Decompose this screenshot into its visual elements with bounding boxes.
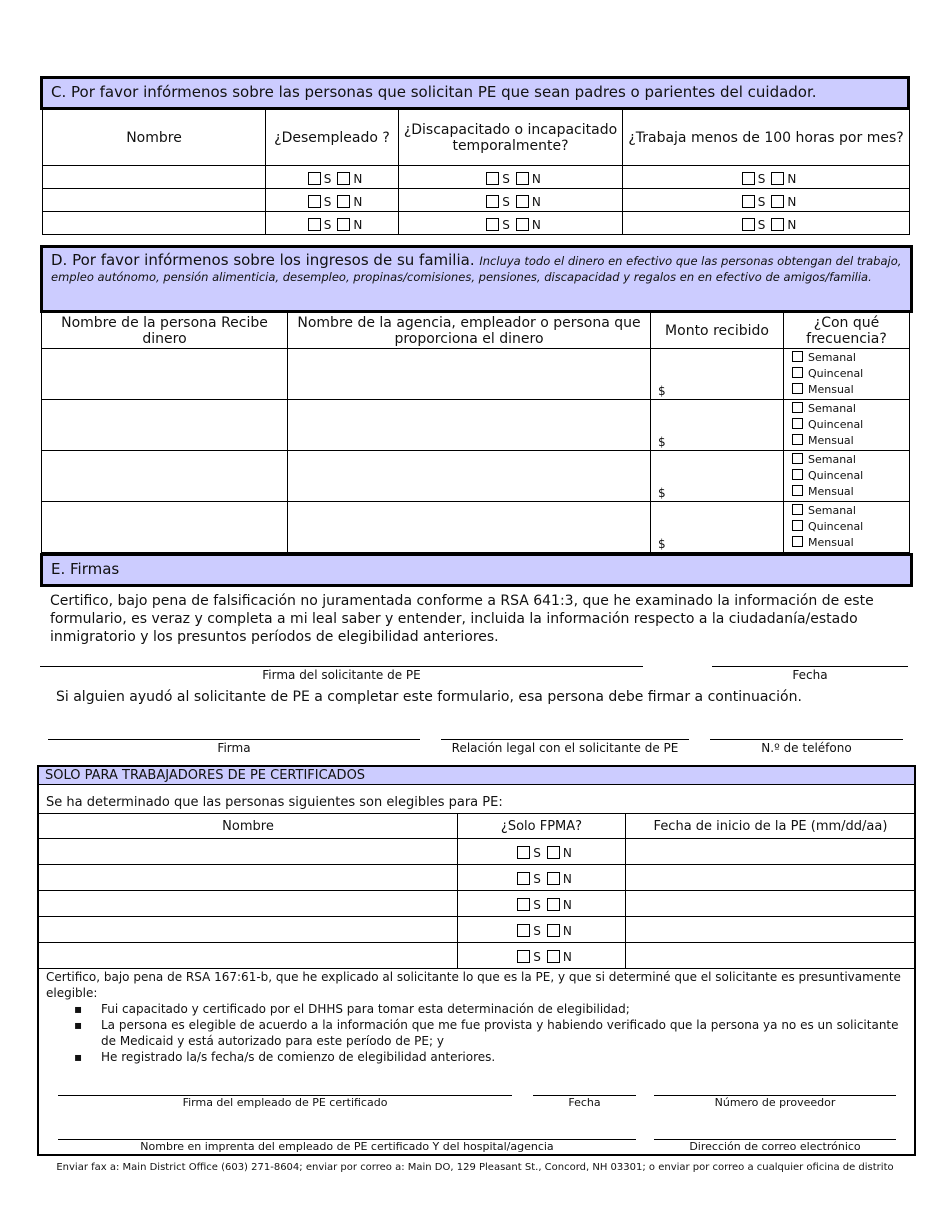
yes-checkbox[interactable] [517, 846, 530, 859]
provider-label: Número de proveedor [714, 1096, 836, 1109]
freq-option[interactable] [792, 484, 909, 500]
col-nombre: Nombre [43, 110, 266, 166]
section-c-header: C. Por favor infórmenos sobre las personas que solicitan PE que sean padres o parientes del cuidador. [40, 76, 910, 110]
freq-option[interactable] [792, 366, 909, 382]
fpma-cell [458, 839, 626, 865]
no-label: N [353, 217, 363, 232]
currency-symbol: $ [658, 384, 666, 398]
person-name-cell[interactable] [42, 400, 288, 451]
desempleado-cell [266, 212, 399, 235]
no-checkbox[interactable] [547, 950, 560, 963]
helper-signature-label: Firma [217, 741, 251, 755]
no-checkbox[interactable] [516, 218, 529, 231]
table-row [42, 400, 910, 451]
applicant-signature-line[interactable] [40, 666, 643, 667]
freq-option[interactable] [792, 433, 909, 449]
no-label: N [531, 194, 541, 209]
table-row [39, 891, 916, 917]
freq-checkbox[interactable] [792, 485, 803, 496]
yes-label: S [533, 924, 541, 938]
helper-signature-line[interactable] [48, 739, 420, 740]
workers-bullet-list [74, 1001, 906, 1065]
applicant-date-line[interactable] [712, 666, 908, 667]
freq-label: Mensual [808, 485, 854, 498]
yes-checkbox[interactable] [308, 218, 321, 231]
yes-label: S [502, 217, 510, 232]
no-label: N [531, 217, 541, 232]
start-date-cell[interactable] [626, 865, 916, 891]
yes-label: S [533, 898, 541, 912]
workers-table [38, 813, 916, 969]
worker-name-cell[interactable] [39, 917, 458, 943]
freq-label: Quincenal [808, 520, 864, 533]
no-label: N [353, 194, 363, 209]
yes-label: S [323, 217, 332, 232]
currency-symbol: $ [658, 537, 666, 551]
freq-label: Semanal [808, 453, 856, 466]
yes-label: S [323, 171, 332, 186]
footer: Enviar fax a: Main District Office (603) 271-8604; enviar por correo a: Main DO, 129 Pleasant St., Concord, NH 03301; o enviar por correo a cualquier oficina de distrito [56, 1162, 894, 1173]
start-date-cell[interactable] [626, 839, 916, 865]
freq-option[interactable] [792, 350, 909, 366]
yes-label: S [757, 194, 766, 209]
workers-intro: Se ha determinado que las personas siguientes son elegibles para PE: [46, 795, 503, 810]
no-label: N [562, 924, 572, 938]
freq-label: Semanal [808, 351, 856, 364]
table-row [42, 451, 910, 502]
trabaja-cell [623, 189, 910, 212]
col-worker-fpma: ¿Solo FPMA? [458, 814, 626, 839]
yes-label: S [502, 171, 510, 186]
section-d-table [41, 312, 910, 553]
yes-checkbox[interactable] [742, 218, 755, 231]
worker-name-cell[interactable] [39, 865, 458, 891]
freq-label: Quincenal [808, 469, 864, 482]
agency-name-cell[interactable] [288, 451, 651, 502]
yes-label: S [323, 194, 332, 209]
certify-text: Certifico, bajo pena de falsificación no juramentada conforme a RSA 641:3, que he examinado la información de este formulario, es veraz y completa a mi leal saber y entender, incluida la información respecto a la ciudadanía/estado inmigratorio y los presuntos períodos de elegibilidad anteriores. [50, 593, 874, 645]
no-label: N [531, 171, 541, 186]
person-name-cell[interactable] [42, 451, 288, 502]
fpma-cell [458, 865, 626, 891]
no-checkbox[interactable] [516, 195, 529, 208]
applicant-signature-label: Firma del solicitante de PE [262, 668, 421, 682]
trabaja-cell [623, 212, 910, 235]
freq-checkbox[interactable] [792, 351, 803, 362]
table-row [39, 943, 916, 969]
freq-option[interactable] [792, 417, 909, 433]
table-row [39, 839, 916, 865]
table-row [42, 502, 910, 553]
table-row [42, 349, 910, 400]
no-checkbox[interactable] [337, 218, 350, 231]
yes-checkbox[interactable] [517, 950, 530, 963]
freq-checkbox[interactable] [792, 520, 803, 531]
start-date-cell[interactable] [626, 943, 916, 969]
freq-label: Mensual [808, 383, 854, 396]
no-checkbox[interactable] [547, 898, 560, 911]
yes-label: S [533, 846, 541, 860]
freq-checkbox[interactable] [792, 536, 803, 547]
freq-checkbox[interactable] [792, 418, 803, 429]
freq-option[interactable] [792, 401, 909, 417]
name-cell[interactable] [43, 166, 266, 189]
frequency-cell [784, 400, 910, 451]
bullet-item: ▪ La persona es elegible de acuerdo a la información que me fue provista y habiendo verificado que la persona ya no es un solicitante de Medicaid y está autorizado para este período de PE; y [74, 1017, 906, 1049]
col-discapacitado: ¿Discapacitado o incapacitado temporalmente? [399, 110, 623, 166]
yes-checkbox[interactable] [486, 172, 499, 185]
desempleado-cell [266, 166, 399, 189]
workers-certify-intro: Certifico, bajo pena de RSA 167:61-b, que he explicado al solicitante lo que es la PE, y que si determiné que el solicitante es presuntivamente elegible: [46, 970, 901, 1000]
freq-label: Quincenal [808, 418, 864, 431]
agency-name-cell[interactable] [288, 400, 651, 451]
freq-option[interactable] [792, 503, 909, 519]
table-row [43, 189, 910, 212]
bullet-item: ▪ He registrado la/s fecha/s de comienzo de elegibilidad anteriores. [74, 1049, 906, 1065]
no-checkbox[interactable] [771, 218, 784, 231]
trabaja-cell [623, 166, 910, 189]
col-agency-name: Nombre de la agencia, empleador o persona que proporciona el dinero [288, 313, 651, 349]
no-checkbox[interactable] [337, 195, 350, 208]
start-date-cell[interactable] [626, 891, 916, 917]
section-d-note: Incluya todo el dinero en efectivo que las personas obtengan del trabajo, empleo autónomo, pensión alimenticia, desempleo, propinas/comisiones, pensiones, discapacidad y regalos en en efectivo de amigos/familia. [51, 254, 902, 284]
currency-symbol: $ [658, 435, 666, 449]
worker-name-cell[interactable] [39, 943, 458, 969]
no-label: N [353, 171, 363, 186]
frequency-cell [784, 349, 910, 400]
yes-checkbox[interactable] [517, 924, 530, 937]
table-row [39, 917, 916, 943]
table-row [39, 865, 916, 891]
fpma-cell [458, 917, 626, 943]
freq-option[interactable] [792, 452, 909, 468]
col-worker-nombre: Nombre [39, 814, 458, 839]
col-amount: Monto recibido [651, 313, 784, 349]
phone-label: N.º de teléfono [761, 741, 852, 755]
yes-checkbox[interactable] [517, 898, 530, 911]
freq-checkbox[interactable] [792, 434, 803, 445]
freq-label: Semanal [808, 504, 856, 517]
phone-line[interactable] [710, 739, 903, 740]
fpma-cell [458, 943, 626, 969]
amount-cell[interactable] [651, 502, 784, 553]
freq-option[interactable] [792, 382, 909, 398]
freq-checkbox[interactable] [792, 453, 803, 464]
agency-name-cell[interactable] [288, 349, 651, 400]
yes-checkbox[interactable] [742, 195, 755, 208]
no-label: N [562, 846, 572, 860]
bullet-item: ▪ Fui capacitado y certificado por el DHHS para tomar esta determinación de elegibilidad; [74, 1001, 906, 1017]
freq-checkbox[interactable] [792, 383, 803, 394]
relationship-label: Relación legal con el solicitante de PE [451, 741, 679, 755]
col-worker-fecha: Fecha de inicio de la PE (mm/dd/aa) [626, 814, 916, 839]
col-trabaja-menos: ¿Trabaja menos de 100 horas por mes? [623, 110, 910, 166]
workers-certify [46, 969, 906, 1065]
no-label: N [562, 898, 572, 912]
freq-label: Mensual [808, 434, 854, 447]
no-label: N [787, 217, 797, 232]
no-checkbox[interactable] [547, 924, 560, 937]
col-person-name: Nombre de la persona Recibe dinero [42, 313, 288, 349]
start-date-cell[interactable] [626, 917, 916, 943]
no-checkbox[interactable] [516, 172, 529, 185]
yes-label: S [757, 171, 766, 186]
fpma-cell [458, 891, 626, 917]
print-name-label: Nombre en imprenta del empleado de PE certificado Y del hospital/agencia [140, 1140, 554, 1153]
currency-symbol: $ [658, 486, 666, 500]
yes-label: S [757, 217, 766, 232]
agency-name-cell[interactable] [288, 502, 651, 553]
frequency-cell [784, 451, 910, 502]
freq-label: Semanal [808, 402, 856, 415]
no-checkbox[interactable] [337, 172, 350, 185]
employee-signature-label: Firma del empleado de PE certificado [182, 1096, 388, 1109]
table-row [43, 166, 910, 189]
person-name-cell[interactable] [42, 349, 288, 400]
frequency-cell [784, 502, 910, 553]
freq-label: Quincenal [808, 367, 864, 380]
discapacitado-cell [399, 189, 623, 212]
no-label: N [562, 872, 572, 886]
section-d-title: D. Por favor infórmenos sobre los ingresos de su familia. [51, 251, 475, 269]
worker-name-cell[interactable] [39, 891, 458, 917]
table-row [43, 212, 910, 235]
yes-checkbox[interactable] [742, 172, 755, 185]
applicant-date-label: Fecha [792, 668, 828, 682]
section-e-header: E. Firmas [40, 553, 913, 587]
freq-option[interactable] [792, 468, 909, 484]
amount-cell[interactable] [651, 400, 784, 451]
freq-option[interactable] [792, 519, 909, 535]
helper-text: Si alguien ayudó al solicitante de PE a completar este formulario, esa persona debe firmar a continuación. [56, 689, 802, 705]
col-desempleado: ¿Desempleado ? [266, 110, 399, 166]
name-cell[interactable] [43, 212, 266, 235]
person-name-cell[interactable] [42, 502, 288, 553]
freq-label: Mensual [808, 536, 854, 549]
yes-label: S [533, 872, 541, 886]
relationship-line[interactable] [441, 739, 689, 740]
desempleado-cell [266, 189, 399, 212]
amount-cell[interactable] [651, 451, 784, 502]
freq-checkbox[interactable] [792, 504, 803, 515]
freq-checkbox[interactable] [792, 469, 803, 480]
no-checkbox[interactable] [771, 172, 784, 185]
no-label: N [562, 950, 572, 964]
yes-checkbox[interactable] [517, 872, 530, 885]
section-d-header [40, 245, 913, 313]
worker-name-cell[interactable] [39, 839, 458, 865]
discapacitado-cell [399, 166, 623, 189]
amount-cell[interactable] [651, 349, 784, 400]
yes-checkbox[interactable] [308, 195, 321, 208]
freq-option[interactable] [792, 535, 909, 551]
yes-checkbox[interactable] [308, 172, 321, 185]
yes-label: S [533, 950, 541, 964]
freq-checkbox[interactable] [792, 367, 803, 378]
email-label: Dirección de correo electrónico [689, 1140, 861, 1153]
no-checkbox[interactable] [547, 846, 560, 859]
no-label: N [787, 194, 797, 209]
section-c-table [42, 109, 910, 235]
no-checkbox[interactable] [771, 195, 784, 208]
workers-header: SOLO PARA TRABAJADORES DE PE CERTIFICADOS [39, 767, 914, 785]
no-label: N [787, 171, 797, 186]
yes-checkbox[interactable] [486, 195, 499, 208]
no-checkbox[interactable] [547, 872, 560, 885]
worker-date-label: Fecha [568, 1096, 601, 1109]
col-frequency: ¿Con qué frecuencia? [784, 313, 910, 349]
freq-checkbox[interactable] [792, 402, 803, 413]
yes-checkbox[interactable] [486, 218, 499, 231]
name-cell[interactable] [43, 189, 266, 212]
discapacitado-cell [399, 212, 623, 235]
yes-label: S [502, 194, 510, 209]
